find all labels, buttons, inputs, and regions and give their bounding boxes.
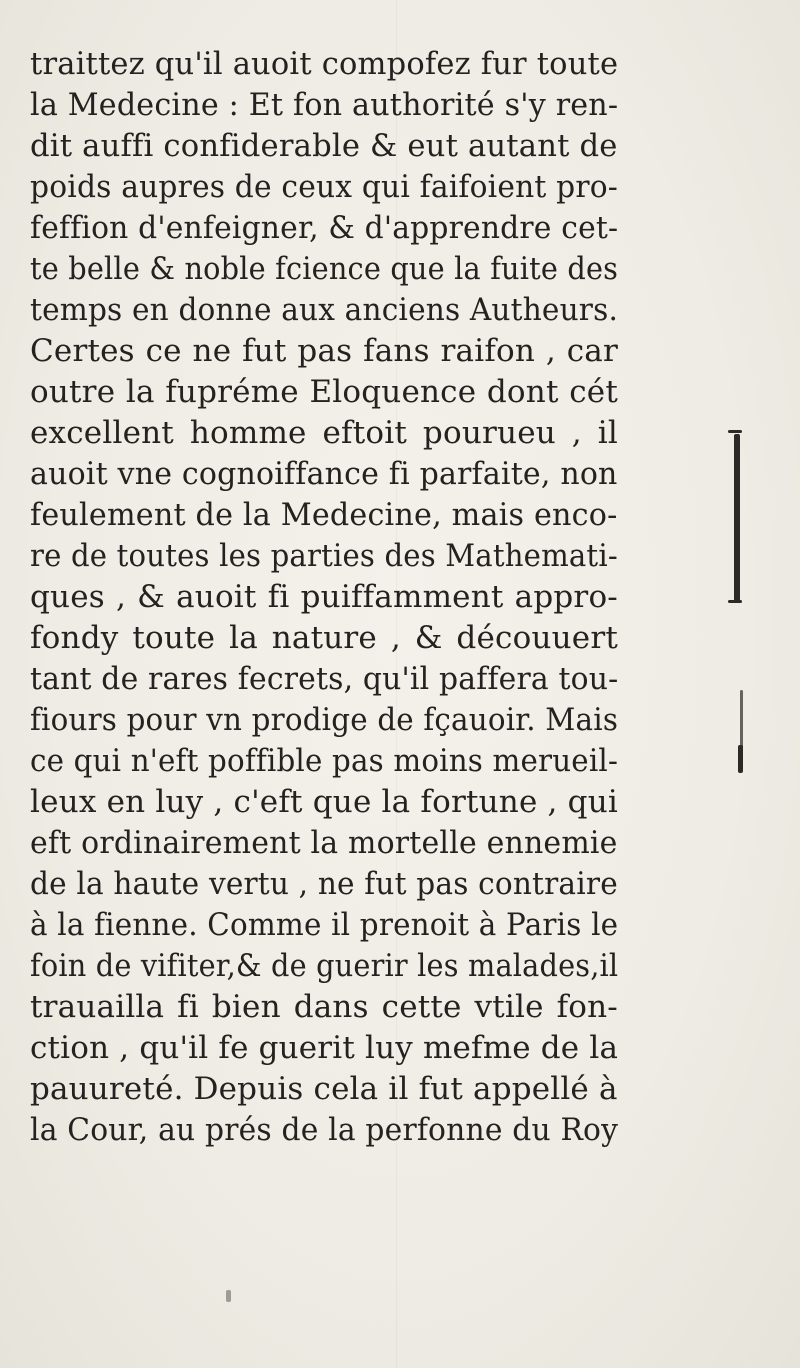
margin-mark-small: [738, 745, 743, 773]
text-line-2: la Medecine : Et fon authorité s'y ren-: [30, 87, 619, 123]
text-line-10: excellent homme eftoit pourueu , il: [30, 415, 618, 451]
text-line-21: de la haute vertu , ne fut pas contraire: [30, 866, 618, 902]
text-line-18: ce qui n'eft poffible pas moins merueil-: [30, 743, 619, 779]
text-line-13: re de toutes les parties des Mathemati-: [30, 538, 618, 574]
text-line-20: eft ordinairement la mortelle ennemie: [30, 825, 618, 861]
text-line-5: feffion d'enfeigner, & d'apprendre cet-: [30, 210, 619, 246]
text-line-22: à la fienne. Comme il prenoit à Paris le: [30, 907, 619, 943]
text-line-26: pauureté. Depuis cela il fut appellé à: [30, 1071, 618, 1107]
text-line-8: Certes ce ne fut pas fans raifon , car: [30, 333, 618, 369]
text-line-25: ction , qu'il fe guerit luy mefme de la: [30, 1030, 619, 1066]
text-line-12: feulement de la Medecine, mais enco-: [30, 497, 618, 533]
margin-bracket-bottom: [728, 600, 742, 603]
text-line-23: foin de vifiter,& de guerir les malades,il: [30, 948, 619, 984]
margin-bracket-top: [728, 430, 742, 433]
margin-bracket: [734, 434, 740, 602]
text-line-9: outre la fupréme Eloquence dont cét: [30, 374, 618, 410]
text-line-11: auoit vne cognoiffance fi parfaite, non: [30, 456, 618, 492]
text-line-3: dit auffi confiderable & eut autant de: [30, 128, 618, 164]
text-line-17: fiours pour vn prodige de fçauoir. Mais: [30, 702, 619, 738]
text-line-16: tant de rares fecrets, qu'il paffera tou-: [30, 661, 619, 697]
body-text: [30, 44, 618, 1151]
text-line-6: te belle & noble fcience que la fuite des: [30, 251, 619, 287]
text-line-27: la Cour, au prés de la perfonne du Roy: [30, 1112, 619, 1148]
text-line-4: poids aupres de ceux qui faifoient pro-: [30, 169, 619, 205]
ink-fleck: [226, 1290, 231, 1302]
margin-mark-thin: [740, 690, 743, 750]
text-line-7: temps en donne aux anciens Autheurs.: [30, 292, 619, 328]
text-line-24: trauailla fi bien dans cette vtile fon-: [30, 989, 618, 1025]
text-line-15: fondy toute la nature , & découuert: [30, 620, 618, 656]
text-line-14: ques , & auoit fi puiffamment appro-: [30, 579, 618, 615]
text-line-19: leux en luy , c'eft que la fortune , qui: [30, 784, 618, 820]
text-line-1: traittez qu'il auoit compofez fur toute: [30, 46, 619, 82]
